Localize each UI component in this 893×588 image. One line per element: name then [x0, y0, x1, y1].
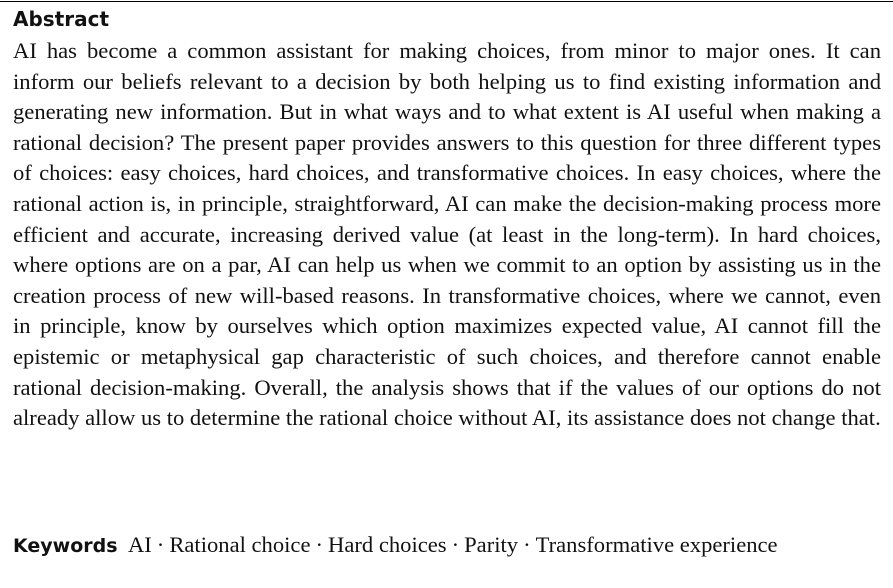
- keyword-separator: ·: [156, 532, 165, 557]
- keyword-item: AI: [127, 532, 152, 557]
- top-rule: [0, 1, 893, 2]
- keyword-item: Hard choices: [328, 532, 447, 557]
- abstract-heading: Abstract: [13, 7, 110, 31]
- keyword-separator: ·: [523, 532, 531, 557]
- abstract-body: AI has become a common assistant for making choices, from minor to major ones. It can inform our beliefs relevant to a decision by both helping us to find existing information and generating new information. But in what ways and to what extent is AI useful when making a rational decision? The present paper provides answers to this question for three different types of choices: easy choices, hard choices, and transformative choices. In easy choices, where the rational action is, in principle, straightforward, AI can make the decision-making process more efficient and accurate, increasing derived value (at least in the long-term). In hard choices, where options are on a par, AI can help us when we commit to an option by assisting us in the creation process of new will-based reasons. In transformative choices, where we cannot, even in principle, know by ourselves which option maximizes expected value, AI cannot fill the epistemic or metaphysical gap characteristic of such choices, and therefore cannot enable rational decision-making. Overall, the analysis shows that if the values of our options do not already allow us to determine the rational choice without AI, its assistance does not change that.: [13, 38, 881, 431]
- keywords-label: Keywords: [13, 535, 118, 557]
- keyword-item: Transformative experience: [535, 532, 778, 557]
- keyword-separator: ·: [451, 532, 460, 557]
- keyword-item: Parity: [464, 532, 519, 557]
- keywords-section: [13, 530, 813, 562]
- keyword-separator: ·: [315, 532, 324, 557]
- keyword-item: Rational choice: [169, 532, 311, 557]
